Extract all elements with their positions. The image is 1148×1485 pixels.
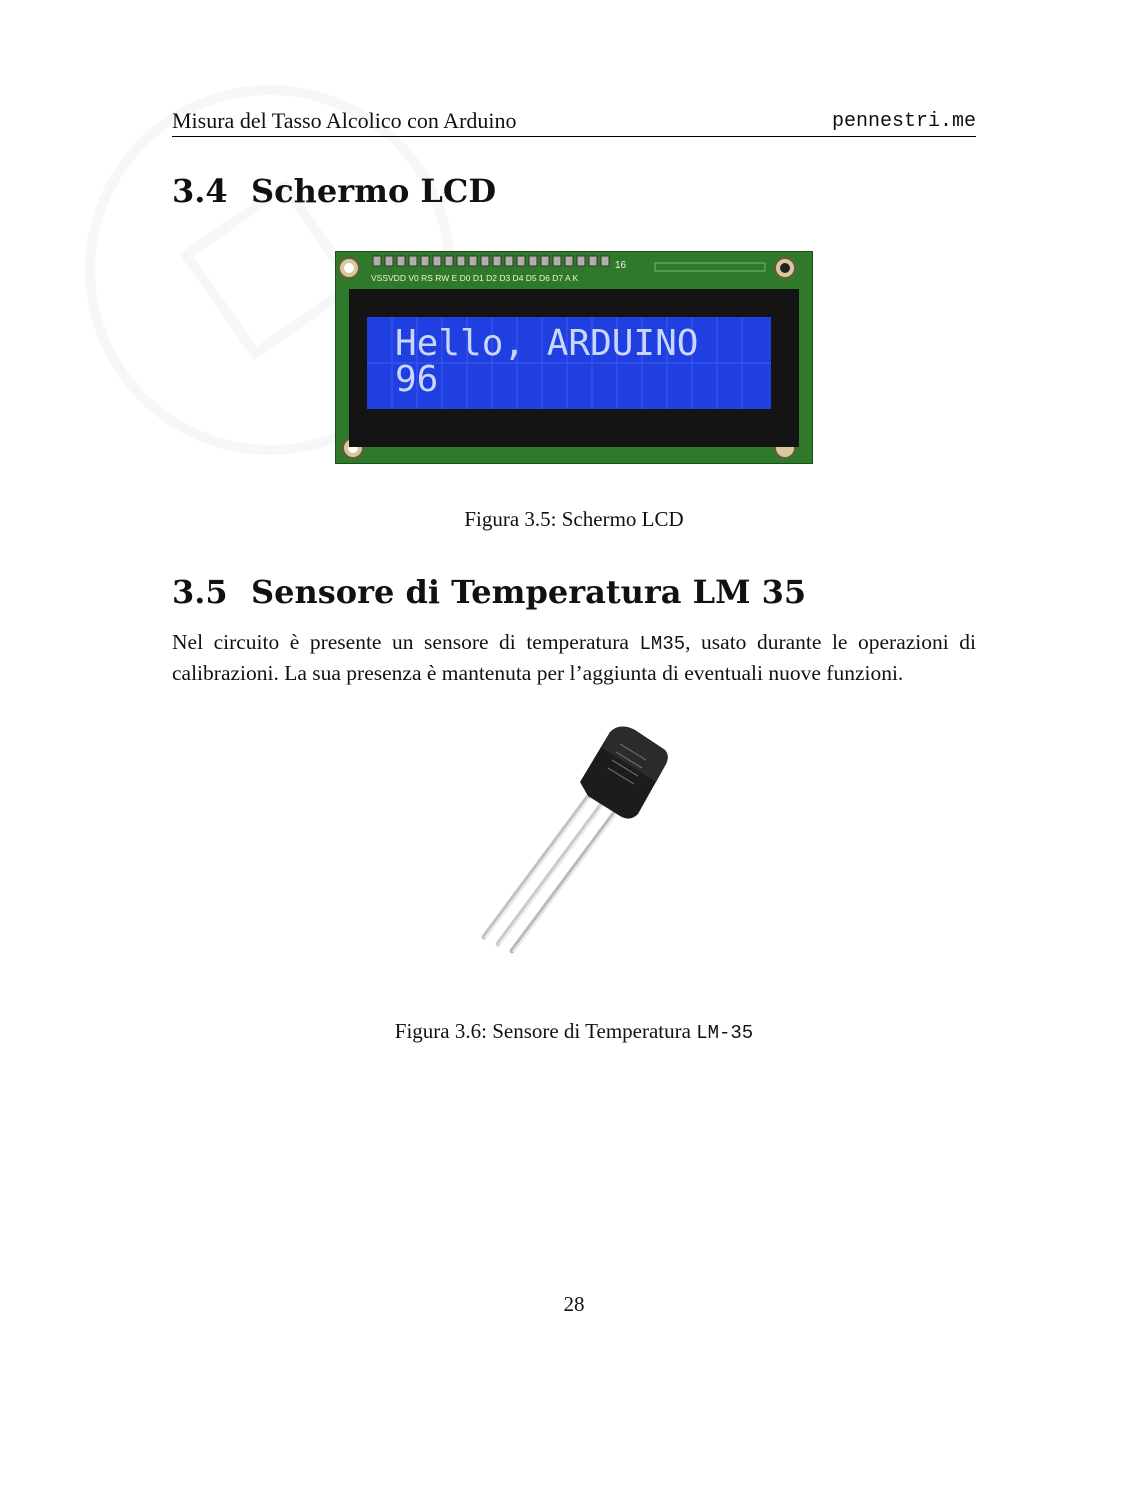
page-header: [172, 106, 976, 137]
paragraph-text: Nel circuito è presente un sensore di temperatura: [172, 630, 640, 654]
section-number: 3.5: [172, 573, 228, 611]
lcd-screen-line1: Hello, ARDUINO: [395, 323, 699, 364]
section-heading-lcd: [172, 172, 496, 210]
page-number: 28: [563, 1292, 585, 1316]
section-title: Sensore di Temperatura LM 35: [251, 573, 807, 611]
figure-caption-lcd: Figura 3.5: Schermo LCD: [464, 507, 684, 531]
lcd-screen-line2: 96: [395, 359, 439, 400]
lm35-sensor-image: [470, 722, 680, 962]
section-title: Schermo LCD: [251, 172, 497, 210]
section-heading-sensor: [172, 573, 806, 611]
caption-text: Figura 3.6: Sensore di Temperatura: [394, 1019, 697, 1043]
lcd-pin-count: 16: [615, 260, 627, 271]
figure-caption-sensor: [0, 1019, 1148, 1044]
paragraph-code: LM35: [639, 633, 686, 655]
paragraph-text: , usato durante le operazioni di calibrazioni. La sua presenza è mantenuta per l’aggiunta di eventuali nuove funzioni.: [172, 630, 976, 685]
lcd-screen-image: [335, 251, 813, 464]
caption-code: LM-35: [696, 1022, 754, 1044]
lcd-pin-labels: VSSVDD V0 RS RW E D0 D1 D2 D3 D4 D5 D6 D7 A K: [371, 273, 579, 283]
body-paragraph: [172, 628, 976, 688]
header-title: Misura del Tasso Alcolico con Arduino: [172, 108, 517, 133]
section-number: 3.4: [172, 172, 228, 210]
header-site: pennestri.me: [831, 110, 976, 133]
